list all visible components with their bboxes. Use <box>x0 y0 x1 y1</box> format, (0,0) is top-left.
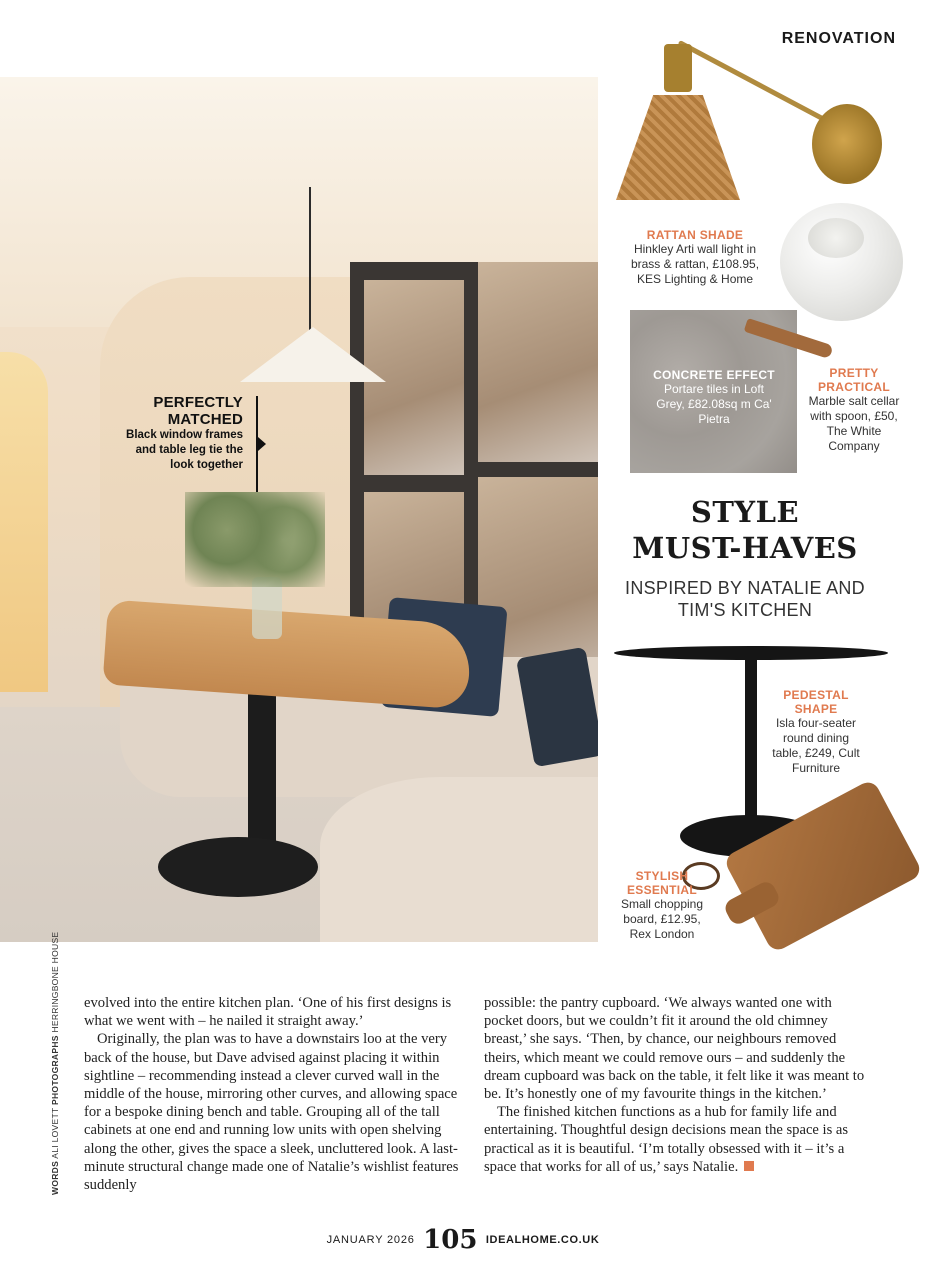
product-title: RATTAN SHADE <box>646 228 744 242</box>
headline-line-2: MUST-HAVES <box>628 530 862 566</box>
page-number: 105 <box>423 1225 478 1255</box>
product-title: CONCRETE EFFECT <box>653 368 775 382</box>
website-link[interactable]: IDEALHOME.CO.UK <box>485 1234 600 1246</box>
caption-pointer-icon <box>258 437 266 451</box>
product-desc: Isla four-seater round dining table, £249, Cult Furniture <box>772 716 860 775</box>
product-pedestal-shape <box>770 688 862 776</box>
issue-date: JANUARY 2026 <box>326 1234 415 1246</box>
feature-headline <box>605 494 885 566</box>
product-concrete-effect <box>652 368 776 427</box>
product-title: STYLISH ESSENTIAL <box>626 869 698 897</box>
product-desc: Portare tiles in Loft Grey, £82.08sq m Ca' Pietra <box>656 382 772 426</box>
feature-subhead: INSPIRED BY NATALIE AND TIM'S KITCHEN <box>625 578 865 620</box>
product-stylish-essential <box>612 869 712 942</box>
product-desc: Small chopping board, £12.95, Rex London <box>620 897 704 941</box>
product-pretty-practical <box>806 366 902 454</box>
body-column-1 <box>84 994 466 1194</box>
page-footer <box>0 1225 926 1255</box>
photo-caption <box>120 394 243 473</box>
body-paragraph: Originally, the plan was to have a downstairs loo at the very back of the house, but Dave advised against placing it within sightline – recommending instead a clever curved wall in the middle of the house, mirroring other curves, and allowing space for a bespoke dining bench and table. Grouping all of the tall cabinets at one end and running low units with open shelving along the other, gives the space a sleek, uncluttered look. A last-minute structural change made one of Natalie’s wishlist features suddenly <box>84 1031 459 1194</box>
caption-title: PERFECTLY MATCHED <box>153 394 243 428</box>
caption-body: Black window frames and table leg tie the look together <box>126 429 243 471</box>
body-paragraph: possible: the pantry cupboard. ‘We always wanted one with pocket doors, but we couldn’t fit it around the old chimney breast,’ she says. ‘Then, by chance, our neighbours removed theirs, which meant we could remove ours – and suddenly the dream cupboard was back on the table, it felt like it was meant to be. It’s honestly one of my favourite things in the kitchen.’ <box>484 995 865 1103</box>
product-desc: Hinkley Arti wall light in brass & rattan, £108.95, KES Lighting & Home <box>630 242 760 286</box>
body-column-2 <box>484 994 866 1176</box>
product-title: PEDESTAL SHAPE <box>783 688 849 716</box>
section-tag: RENOVATION <box>781 30 896 47</box>
body-paragraph: The finished kitchen functions as a hub for family life and entertaining. Thoughtful design decisions mean the space is as practical as it is beautiful. ‘I’m totally obsessed with it – it’s a space that works for all of us,’ says Natalie. <box>484 1104 849 1175</box>
product-rattan-shade <box>620 228 770 287</box>
end-mark-icon <box>744 1161 754 1171</box>
product-desc: Marble salt cellar with spoon, £50, The White Company <box>808 394 900 453</box>
product-title: PRETTY PRACTICAL <box>817 366 891 394</box>
kitchen-photo <box>0 77 598 942</box>
body-paragraph: evolved into the entire kitchen plan. ‘One of his first designs is what we went with – he nailed it straight away.’ <box>84 995 452 1030</box>
photo-credit: WORDS ALI LOVETT PHOTOGRAPHS HERRINGBONE HOUSE <box>50 931 60 1195</box>
headline-line-1: STYLE <box>687 494 803 530</box>
